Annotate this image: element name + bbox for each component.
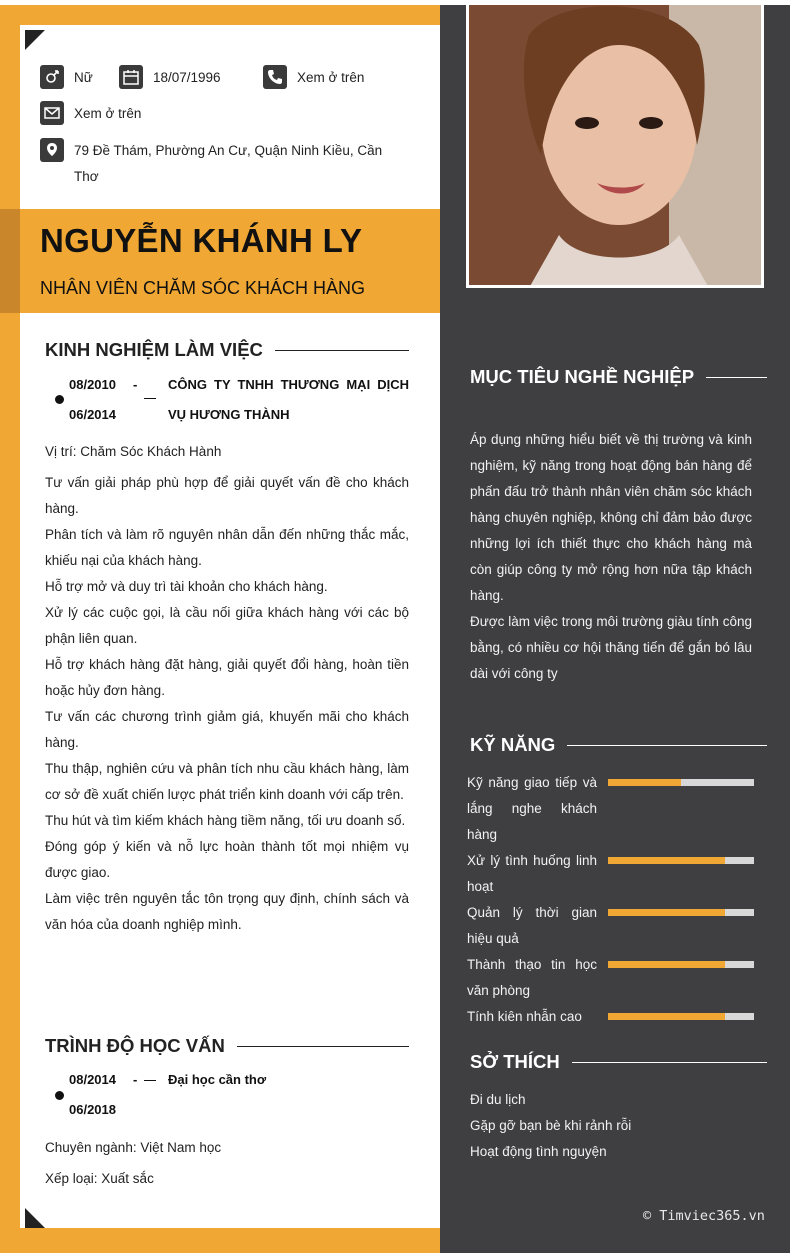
- experience-separator: -: [133, 377, 138, 392]
- experience-duties: [45, 470, 409, 938]
- job-title: NHÂN VIÊN CHĂM SÓC KHÁCH HÀNG: [40, 278, 366, 298]
- education-end: 06/2018: [69, 1102, 116, 1117]
- objective-heading: [470, 366, 767, 388]
- timeline-dash: [144, 398, 156, 399]
- contact-email: [40, 101, 141, 125]
- phone-icon: [263, 65, 287, 89]
- skill-bar-fill: [608, 779, 681, 786]
- education-heading: [45, 1035, 409, 1057]
- skill-bar: [608, 961, 754, 968]
- objective-text: [470, 427, 752, 687]
- experience-start: 08/2010: [69, 377, 116, 392]
- hobbies-heading: [470, 1051, 767, 1073]
- duty-item: Hỗ trợ khách hàng đặt hàng, giải quyết đổi hàng, hoàn tiền hoặc hủy đơn hàng.: [45, 657, 409, 698]
- experience-heading-text: KINH NGHIỆM LÀM VIỆC: [45, 339, 263, 360]
- education-heading-text: TRÌNH ĐỘ HỌC VẤN: [45, 1035, 225, 1056]
- timeline-dot: [55, 395, 64, 404]
- contact-phone: [263, 65, 364, 89]
- education-major: Chuyên ngành: Việt Nam học: [45, 1140, 222, 1155]
- education-grade: Xếp loại: Xuất sắc: [45, 1171, 154, 1186]
- duty-item: Thu thập, nghiên cứu và phân tích nhu cầu khách hàng, làm cơ sở đề xuất chiến lược phát triển kinh doanh với cấp trên.: [45, 761, 409, 802]
- duty-item: Xử lý các cuộc gọi, là cầu nối giữa khách hàng với các bộ phận liên quan.: [45, 605, 409, 646]
- duty-item: Tư vấn giải pháp phù hợp để giải quyết vấn đề cho khách hàng.: [45, 475, 409, 516]
- skill-bar-fill: [608, 857, 725, 864]
- skill-item: [467, 1004, 757, 1030]
- education-dates: [69, 1065, 131, 1125]
- contact-address: [40, 138, 400, 190]
- skill-item: [467, 900, 757, 952]
- experience-end: 06/2014: [69, 407, 116, 422]
- duty-item: Thu hút và tìm kiếm khách hàng tiềm năng, tối ưu doanh số.: [45, 813, 406, 828]
- birthdate-value: 18/07/1996: [153, 69, 221, 85]
- skill-name: Tính kiên nhẫn cao: [467, 1009, 582, 1024]
- skill-bar: [608, 909, 754, 916]
- skill-item: [467, 848, 757, 900]
- skill-bar: [608, 1013, 754, 1020]
- objective-paragraph: Áp dụng những hiểu biết về thị trường và kinh nghiệm, kỹ năng trong hoạt động bán hàng để phấn đấu trở thành nhân viên chăm sóc khách hàng chuyên nghiệp, không chỉ đảm bảo được những lợi ích thiết thực cho khách hàng mà còn giúp công ty mở rộng hơn nữa tập khách hàng.: [470, 432, 752, 603]
- skills-heading-text: KỸ NĂNG: [470, 734, 556, 755]
- skill-name: Kỹ năng giao tiếp và lắng nghe khách hàng: [467, 775, 597, 842]
- education-school: Đại học cần thơ: [168, 1072, 267, 1087]
- timeline-dash: [144, 1080, 156, 1081]
- calendar-icon: [119, 65, 143, 89]
- duty-item: Hỗ trợ mở và duy trì tài khoản cho khách hàng.: [45, 579, 328, 594]
- hobbies-list: [470, 1087, 752, 1165]
- timeline-dot: [55, 1091, 64, 1100]
- education-separator: -: [133, 1072, 138, 1087]
- corner-decoration-bottom: [25, 1208, 45, 1228]
- skill-name: Quản lý thời gian hiệu quả: [467, 905, 597, 946]
- experience-role: Vị trí: Chăm Sóc Khách Hành: [45, 444, 222, 459]
- corner-decoration-top: [25, 30, 45, 50]
- skill-name: Thành thạo tin học văn phòng: [467, 957, 597, 998]
- duty-item: Đóng góp ý kiến và nỗ lực hoàn thành tốt mọi nhiệm vụ được giao.: [45, 839, 409, 880]
- experience-dates: [69, 370, 131, 430]
- education-start: 08/2014: [69, 1072, 116, 1087]
- skill-name: Xử lý tình huống linh hoạt: [467, 853, 597, 894]
- skill-bar-fill: [608, 909, 725, 916]
- duty-item: Làm việc trên nguyên tắc tôn trọng quy định, chính sách và văn hóa của doanh nghiệp mình.: [45, 891, 409, 932]
- gender-icon: [40, 65, 64, 89]
- hobbies-heading-text: SỞ THÍCH: [470, 1051, 560, 1072]
- hobby-item: Gặp gỡ bạn bè khi rảnh rỗi: [470, 1118, 632, 1133]
- location-icon: [40, 138, 64, 162]
- watermark: © Timviec365.vn: [643, 1208, 765, 1224]
- contact-gender: [40, 65, 93, 89]
- skill-item: [467, 952, 757, 1004]
- skill-bar: [608, 779, 754, 786]
- hobby-item: Hoạt động tình nguyện: [470, 1144, 607, 1159]
- contact-birthdate: [119, 65, 221, 89]
- address-value: 79 Đề Thám, Phường An Cư, Quận Ninh Kiều, Cần Thơ: [74, 143, 383, 184]
- full-name: NGUYỄN KHÁNH LY: [40, 222, 363, 259]
- skill-bar: [608, 857, 754, 864]
- experience-company: CÔNG TY TNHH THƯƠNG MẠI DỊCH VỤ HƯƠNG THÀNH: [168, 377, 409, 422]
- email-value: Xem ở trên: [74, 105, 142, 121]
- hobby-item: Đi du lịch: [470, 1092, 526, 1107]
- duty-item: Tư vấn các chương trình giảm giá, khuyến mãi cho khách hàng.: [45, 709, 409, 750]
- experience-heading: [45, 339, 409, 361]
- duty-item: Phân tích và làm rõ nguyên nhân dẫn đến những thắc mắc, khiếu nại của khách hàng.: [45, 527, 409, 568]
- objective-heading-text: MỤC TIÊU NGHỀ NGHIỆP: [470, 366, 695, 387]
- phone-value: Xem ở trên: [297, 69, 365, 85]
- skills-heading: [470, 734, 767, 756]
- skill-bar-fill: [608, 1013, 725, 1020]
- gender-value: Nữ: [74, 69, 93, 85]
- objective-paragraph: Được làm việc trong môi trường giàu tính công bằng, có nhiều cơ hội thăng tiến để gắn bó lâu dài với công ty: [470, 614, 752, 681]
- profile-photo: [466, 5, 764, 288]
- skill-item: [467, 770, 757, 848]
- email-icon: [40, 101, 64, 125]
- skill-bar-fill: [608, 961, 725, 968]
